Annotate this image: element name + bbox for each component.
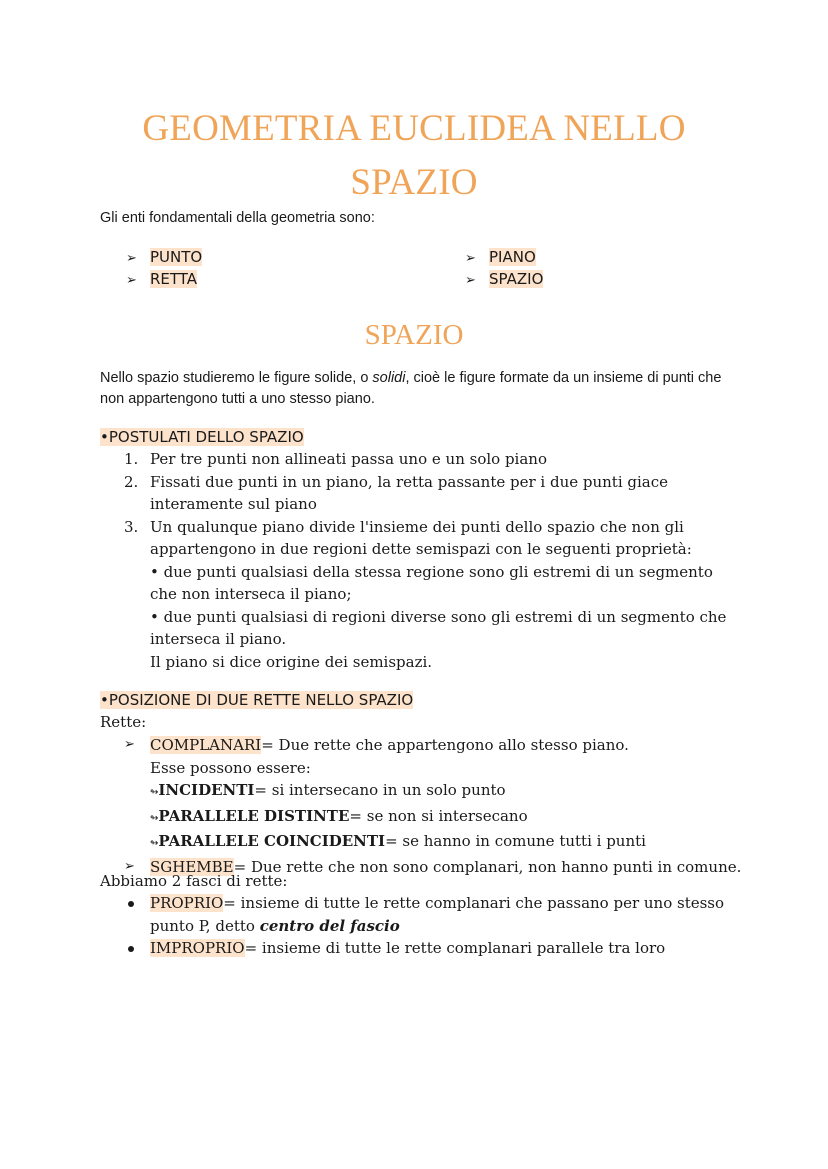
dot-icon	[128, 901, 134, 907]
list-item	[126, 247, 202, 269]
item-number: 2.	[124, 472, 139, 491]
case-term: PARALLELE COINCIDENTI	[158, 832, 386, 850]
arrowhead-icon: ➢	[465, 251, 476, 266]
fasci-list	[124, 892, 744, 960]
spazio-paragraph	[100, 368, 740, 410]
title-line-1: GEOMETRIA EUCLIDEA NELLO	[142, 108, 686, 149]
list-item	[126, 269, 202, 291]
definition-emphasis: centro del fascio	[259, 916, 400, 935]
postulati-list	[124, 448, 734, 673]
definition: = Due rette che appartengono allo stesso piano.	[261, 736, 629, 754]
list-subitem	[124, 561, 734, 606]
definition: = insieme di tutte le rette complanari che passano per uno stesso punto P, detto	[150, 894, 725, 935]
term-sghembe: SGHEMBE	[150, 857, 234, 876]
curved-arrow-icon: ↬	[150, 838, 159, 849]
ente-label: PIANO	[489, 248, 536, 266]
subitem-text: • due punti qualsiasi della stessa regione sono gli estremi di un segmento che non interseca il piano;	[150, 562, 713, 603]
section-heading-spazio: SPAZIO	[364, 319, 464, 351]
section-heading-posizione	[100, 690, 413, 711]
arrowhead-icon: ➢	[124, 737, 135, 752]
case-definition: = se hanno in comune tutti i punti	[385, 832, 646, 850]
list-item	[124, 734, 744, 757]
subitem-text: Il piano si dice origine dei semispazi.	[150, 652, 433, 671]
case-definition: = si intersecano in un solo punto	[254, 781, 506, 799]
intro-text: Gli enti fondamentali della geometria sono:	[100, 210, 375, 226]
title-line-2: SPAZIO	[350, 162, 478, 203]
item-text: Un qualunque piano divide l'insieme dei punti dello spazio che non gli appartengono in due regioni dette semispazi con le seguenti proprietà:	[150, 517, 692, 558]
paragraph-text: , cioè le figure formate da un insieme di punti che non appartengono tutti a uno stesso piano.	[100, 370, 722, 407]
arrowhead-icon: ➢	[126, 273, 137, 288]
case-definition: = se non si intersecano	[349, 806, 528, 825]
list-item-note	[124, 757, 744, 780]
ente-label: SPAZIO	[489, 270, 544, 288]
list-subitem	[124, 779, 744, 805]
arrowhead-icon: ➢	[465, 273, 476, 288]
list-item	[465, 269, 543, 291]
document-title	[0, 102, 828, 210]
fasci-label: Abbiamo 2 fasci di rette:	[100, 872, 288, 890]
list-item	[124, 516, 734, 561]
curved-arrow-icon: ↬	[150, 812, 159, 824]
list-item	[465, 247, 543, 269]
list-item	[124, 448, 734, 471]
enti-list-right	[465, 247, 543, 291]
term-proprio: PROPRIO	[150, 894, 224, 912]
arrowhead-icon: ➢	[126, 251, 137, 266]
curved-arrow-icon: ↬	[150, 787, 159, 798]
arrowhead-icon: ➢	[124, 858, 135, 874]
item-text: Per tre punti non allineati passa uno e un solo piano	[150, 450, 547, 468]
list-subitem	[124, 830, 744, 856]
paragraph-italic: solidi	[372, 370, 406, 386]
ente-label: PUNTO	[150, 248, 203, 266]
list-item	[124, 937, 744, 960]
definition: = Due rette che non sono complanari, non hanno punti in comune.	[233, 857, 742, 876]
case-term: PARALLELE DISTINTE	[158, 806, 350, 825]
rette-label: Rette:	[100, 713, 147, 731]
list-subitem	[124, 606, 734, 651]
section-heading-postulati	[100, 427, 304, 448]
term-complanari: COMPLANARI	[150, 736, 262, 754]
list-subitem	[124, 805, 744, 831]
paragraph-text: Nello spazio studieremo le figure solide, o	[100, 370, 373, 386]
definition: Esse possono essere:	[150, 758, 311, 777]
item-number: 1.	[124, 450, 139, 468]
rette-list	[124, 734, 744, 878]
list-subitem	[124, 651, 734, 674]
term-improprio: IMPROPRIO	[150, 939, 245, 957]
dot-icon	[128, 946, 134, 952]
ente-label: RETTA	[150, 270, 198, 288]
section-heading-text: •POSIZIONE DI DUE RETTE NELLO SPAZIO	[100, 691, 414, 709]
definition: = insieme di tutte le rette complanari parallele tra loro	[244, 939, 666, 957]
subitem-text: • due punti qualsiasi di regioni diverse sono gli estremi di un segmento che interseca il piano.	[150, 607, 727, 648]
case-term: INCIDENTI	[158, 781, 255, 799]
section-heading-text: •POSTULATI DELLO SPAZIO	[100, 428, 304, 446]
list-item	[124, 892, 744, 937]
enti-list-left	[126, 247, 202, 291]
item-number: 3.	[124, 517, 139, 536]
list-item	[124, 471, 734, 516]
item-text: Fissati due punti in un piano, la retta passante per i due punti giace interamente sul piano	[150, 472, 669, 513]
